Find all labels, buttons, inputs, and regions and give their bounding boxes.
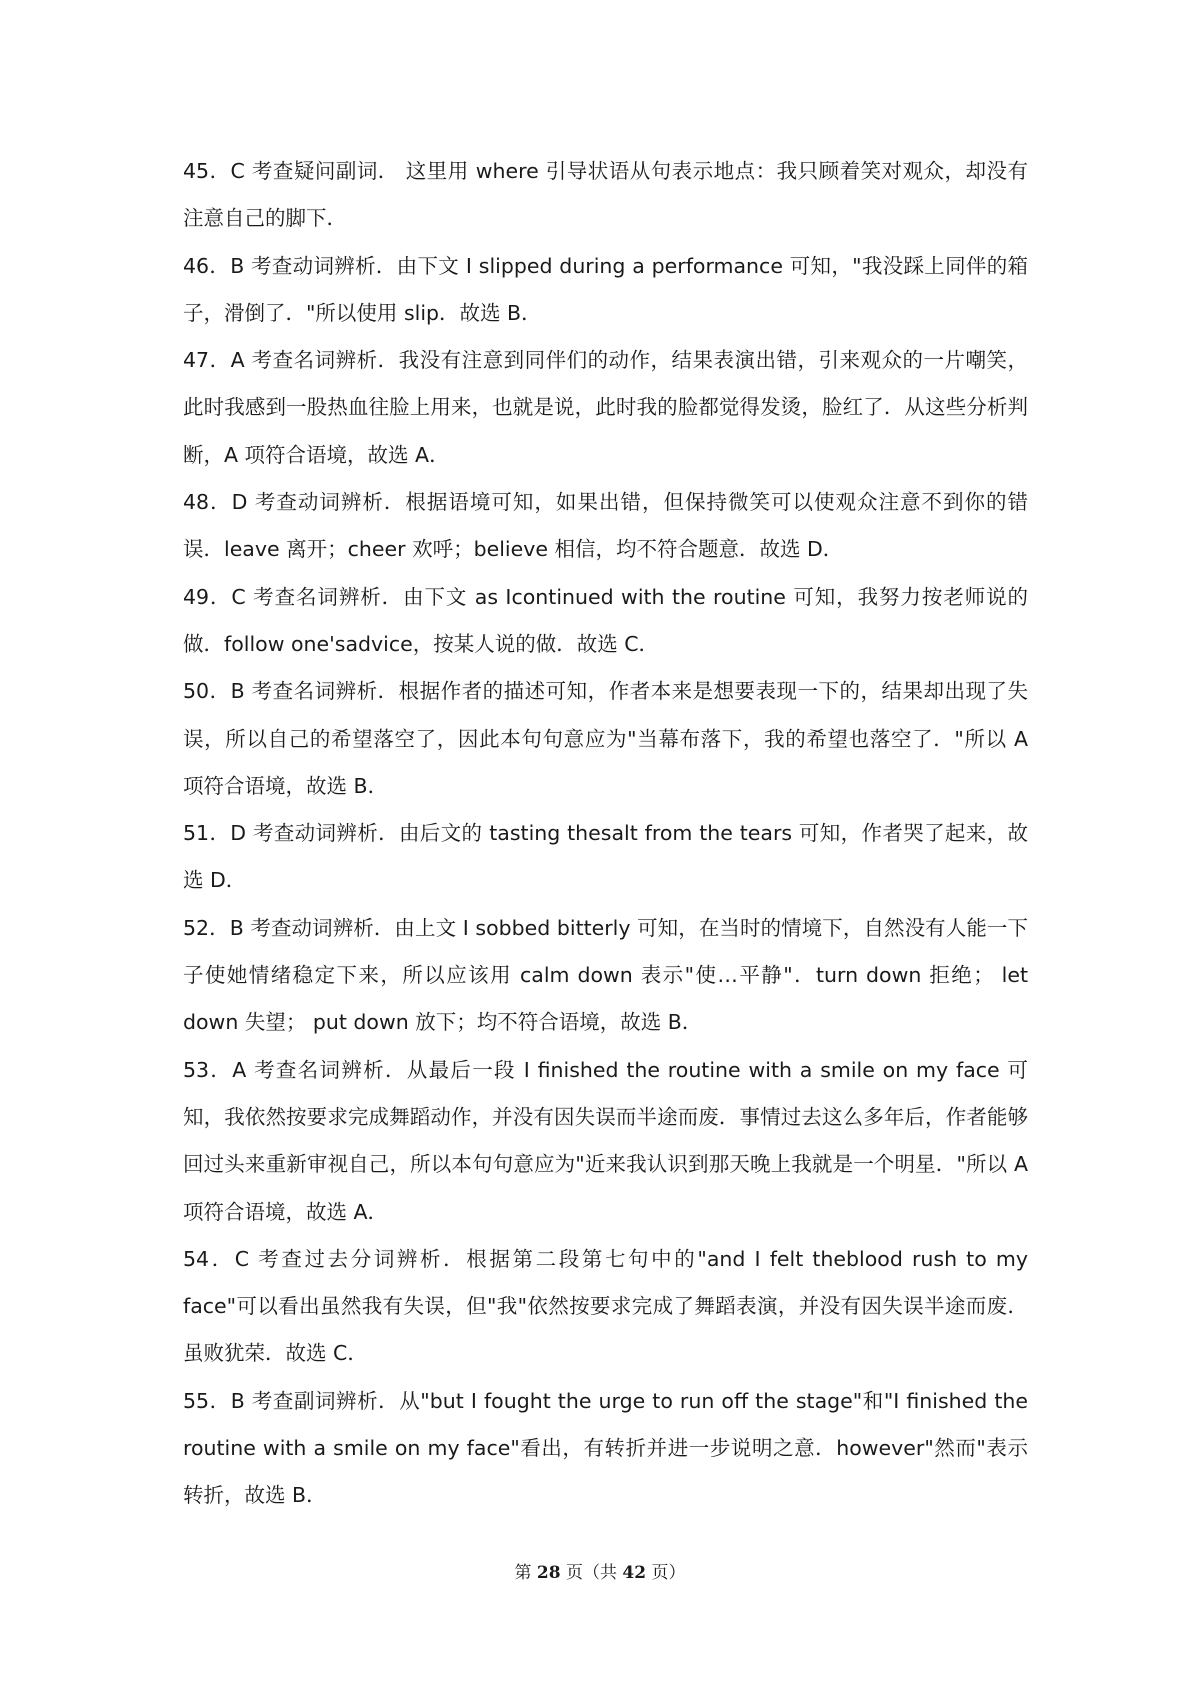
page-footer — [0, 1558, 1200, 1583]
footer-suffix: 页） — [651, 1563, 686, 1583]
answer-explanations — [183, 148, 1028, 1520]
footer-middle: 页（共 — [566, 1563, 617, 1583]
answer-50: 50．B 考查名词辨析．根据作者的描述可知，作者本来是想要表现一下的，结果却出现了失误，所以自己的希望落空了，因此本句句意应为"当幕布落下，我的希望也落空了．"所以 A 项符合语境，故选 B． — [183, 679, 1028, 798]
answer-46: 46．B 考查动词辨析．由下文 I slipped during a performance 可知，"我没踩上同伴的箱子，滑倒了．"所以使用 slip．故选 B． — [183, 253, 1028, 325]
answer-52: 52．B 考查动词辨析．由上文 I sobbed bitterly 可知，在当时的情境下，自然没有人能一下子使她情绪稳定下来，所以应该用 calm down 表示"使…平静"．turn down 拒绝； let down 失望； put down 放下；均不符合语境，故选 B． — [183, 915, 1028, 1035]
answer-55: 55．B 考查副词辨析．从"but I fought the urge to run off the stage"和"I finished the routine with a smile on my face"看出，有转折并进一步说明之意．however"然而"表示转折，故选 B． — [183, 1388, 1028, 1508]
answer-54: 54．C 考查过去分词辨析．根据第二段第七句中的"and I felt theblood rush to my face"可以看出虽然我有失误，但"我"依然按要求完成了舞蹈表演，并没有因失误半途而废．虽败犹荣．故选 C． — [183, 1246, 1028, 1366]
answer-53: 53．A 考查名词辨析．从最后一段 I finished the routine with a smile on my face 可知，我依然按要求完成舞蹈动作，并没有因失误而半途而废．事情过去这么多年后，作者能够回过头来重新审视自己，所以本句句意应为"近来我认识到那天晚上我就是一个明星．"所以 A 项符合语境，故选 A． — [183, 1057, 1028, 1224]
answer-51: 51．D 考查动词辨析．由后文的 tasting thesalt from the tears 可知，作者哭了起来，故选 D． — [183, 821, 1028, 893]
current-page-number: 28 — [536, 1563, 561, 1583]
answer-48: 48．D 考查动词辨析．根据语境可知，如果出错，但保持微笑可以使观众注意不到你的错误．leave 离开；cheer 欢呼；believe 相信，均不符合题意．故选 D． — [183, 490, 1028, 562]
footer-prefix: 第 — [514, 1563, 532, 1583]
answer-45: 45．C 考查疑问副词． 这里用 where 引导状语从句表示地点：我只顾着笑对观众，却没有注意自己的脚下． — [183, 159, 1028, 231]
answer-47: 47．A 考查名词辨析．我没有注意到同伴们的动作，结果表演出错，引来观众的一片嘲笑，此时我感到一股热血往脸上用来，也就是说，此时我的脸都觉得发烫，脸红了．从这些分析判断，A 项符合语境，故选 A． — [183, 348, 1028, 467]
total-page-count: 42 — [622, 1563, 647, 1583]
answer-49: 49．C 考查名词辨析．由下文 as Icontinued with the routine 可知，我努力按老师说的做．follow one'sadvice，按某人说的做．故选 C． — [183, 584, 1028, 656]
